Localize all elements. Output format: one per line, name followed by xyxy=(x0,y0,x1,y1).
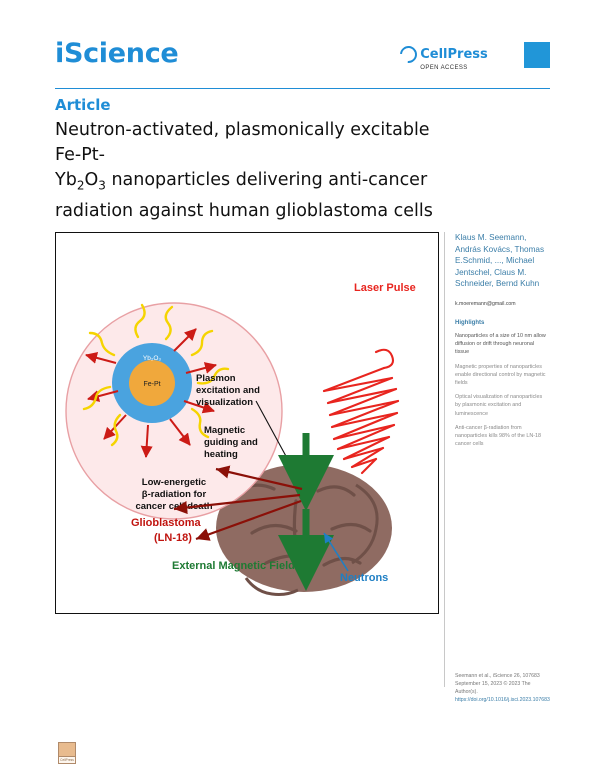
author-list: Klaus M. Seemann, András Kovács, Thomas E.Schmid, ..., Michael Jentschel, Claus M. Schneider, Bernd Kuhn xyxy=(455,233,545,289)
svg-text:visualization: visualization xyxy=(196,397,254,408)
nanoparticle-diagram xyxy=(66,303,282,519)
footer-citation: Seemann et al., iScience 26, 107683 xyxy=(455,673,540,679)
header-divider xyxy=(55,88,550,89)
neutrons-label: Neutrons xyxy=(340,572,389,584)
glioblastoma-label-1: Glioblastoma xyxy=(131,517,201,529)
shell-label: Yb₂O₃ xyxy=(142,355,162,362)
footer-doi-link[interactable]: https://doi.org/10.1016/j.isci.2023.107683 xyxy=(455,697,550,703)
footer-date: September 15, 2023 © 2023 The Author(s). xyxy=(455,681,531,695)
graphical-abstract-figure xyxy=(55,232,439,614)
rail-divider xyxy=(444,232,445,687)
title-line-2a: Yb xyxy=(55,170,77,190)
article-type-label: Article xyxy=(55,96,111,114)
cellpress-mark-icon xyxy=(397,43,421,67)
publisher-badge-label: CellPress xyxy=(60,758,74,762)
cellpress-logo xyxy=(396,46,492,71)
highlight-item: Magnetic properties of nanoparticles enable directional control by magnetic fields xyxy=(455,363,546,386)
highlights-heading: Highlights xyxy=(455,319,485,326)
brand-square xyxy=(524,42,550,68)
title-sub-3: 3 xyxy=(98,178,106,193)
external-field-label: External Magnetic Field xyxy=(172,560,295,572)
title-line-1: Neutron-activated, plasmonically excitable Fe-Pt- xyxy=(55,120,430,165)
correspondence-email[interactable]: k.moeremann@gmail.com xyxy=(455,300,516,307)
title-line-3: radiation against human glioblastoma cells xyxy=(55,200,433,221)
highlight-item: Anti-cancer β-radiation from nanoparticles kills 98% of the LN-18 cancer cells xyxy=(455,424,541,448)
laser-pulse-wave xyxy=(324,350,398,473)
highlight-item: Nanoparticles of a size of 10 nm allow diffusion or drift through neuronal tissue xyxy=(455,332,546,356)
svg-text:heating: heating xyxy=(204,449,238,460)
svg-text:excitation and: excitation and xyxy=(196,385,260,396)
open-access-label: OPEN ACCESS xyxy=(420,65,468,71)
svg-text:Magnetic: Magnetic xyxy=(204,425,246,436)
cellpress-name: CellPress xyxy=(420,47,488,62)
author-rail xyxy=(455,232,547,448)
publisher-badge xyxy=(58,742,76,764)
rail-footer xyxy=(455,672,550,704)
svg-text:Low-energetic: Low-energetic xyxy=(141,477,207,488)
core-label: Fe-Pt xyxy=(143,381,161,388)
title-line-2b: O xyxy=(84,170,99,190)
laser-pulse-label: Laser Pulse xyxy=(354,282,416,294)
page-title xyxy=(55,118,460,224)
title-sub-2: 2 xyxy=(76,178,85,193)
tumor-dot xyxy=(299,488,313,502)
svg-text:Plasmon: Plasmon xyxy=(196,373,236,384)
masthead xyxy=(55,38,550,78)
svg-text:cancer cell death: cancer cell death xyxy=(135,501,213,512)
svg-text:guiding and: guiding and xyxy=(204,437,258,448)
svg-text:β-radiation for: β-radiation for xyxy=(141,489,207,500)
title-line-2c: nanoparticles delivering anti-cancer xyxy=(105,170,428,190)
glioblastoma-label-2: (LN-18) xyxy=(154,532,192,544)
journal-title: iScience xyxy=(55,38,179,69)
highlight-item: Optical visualization of nanoparticles by plasmonic excitation and luminescence xyxy=(455,394,543,417)
